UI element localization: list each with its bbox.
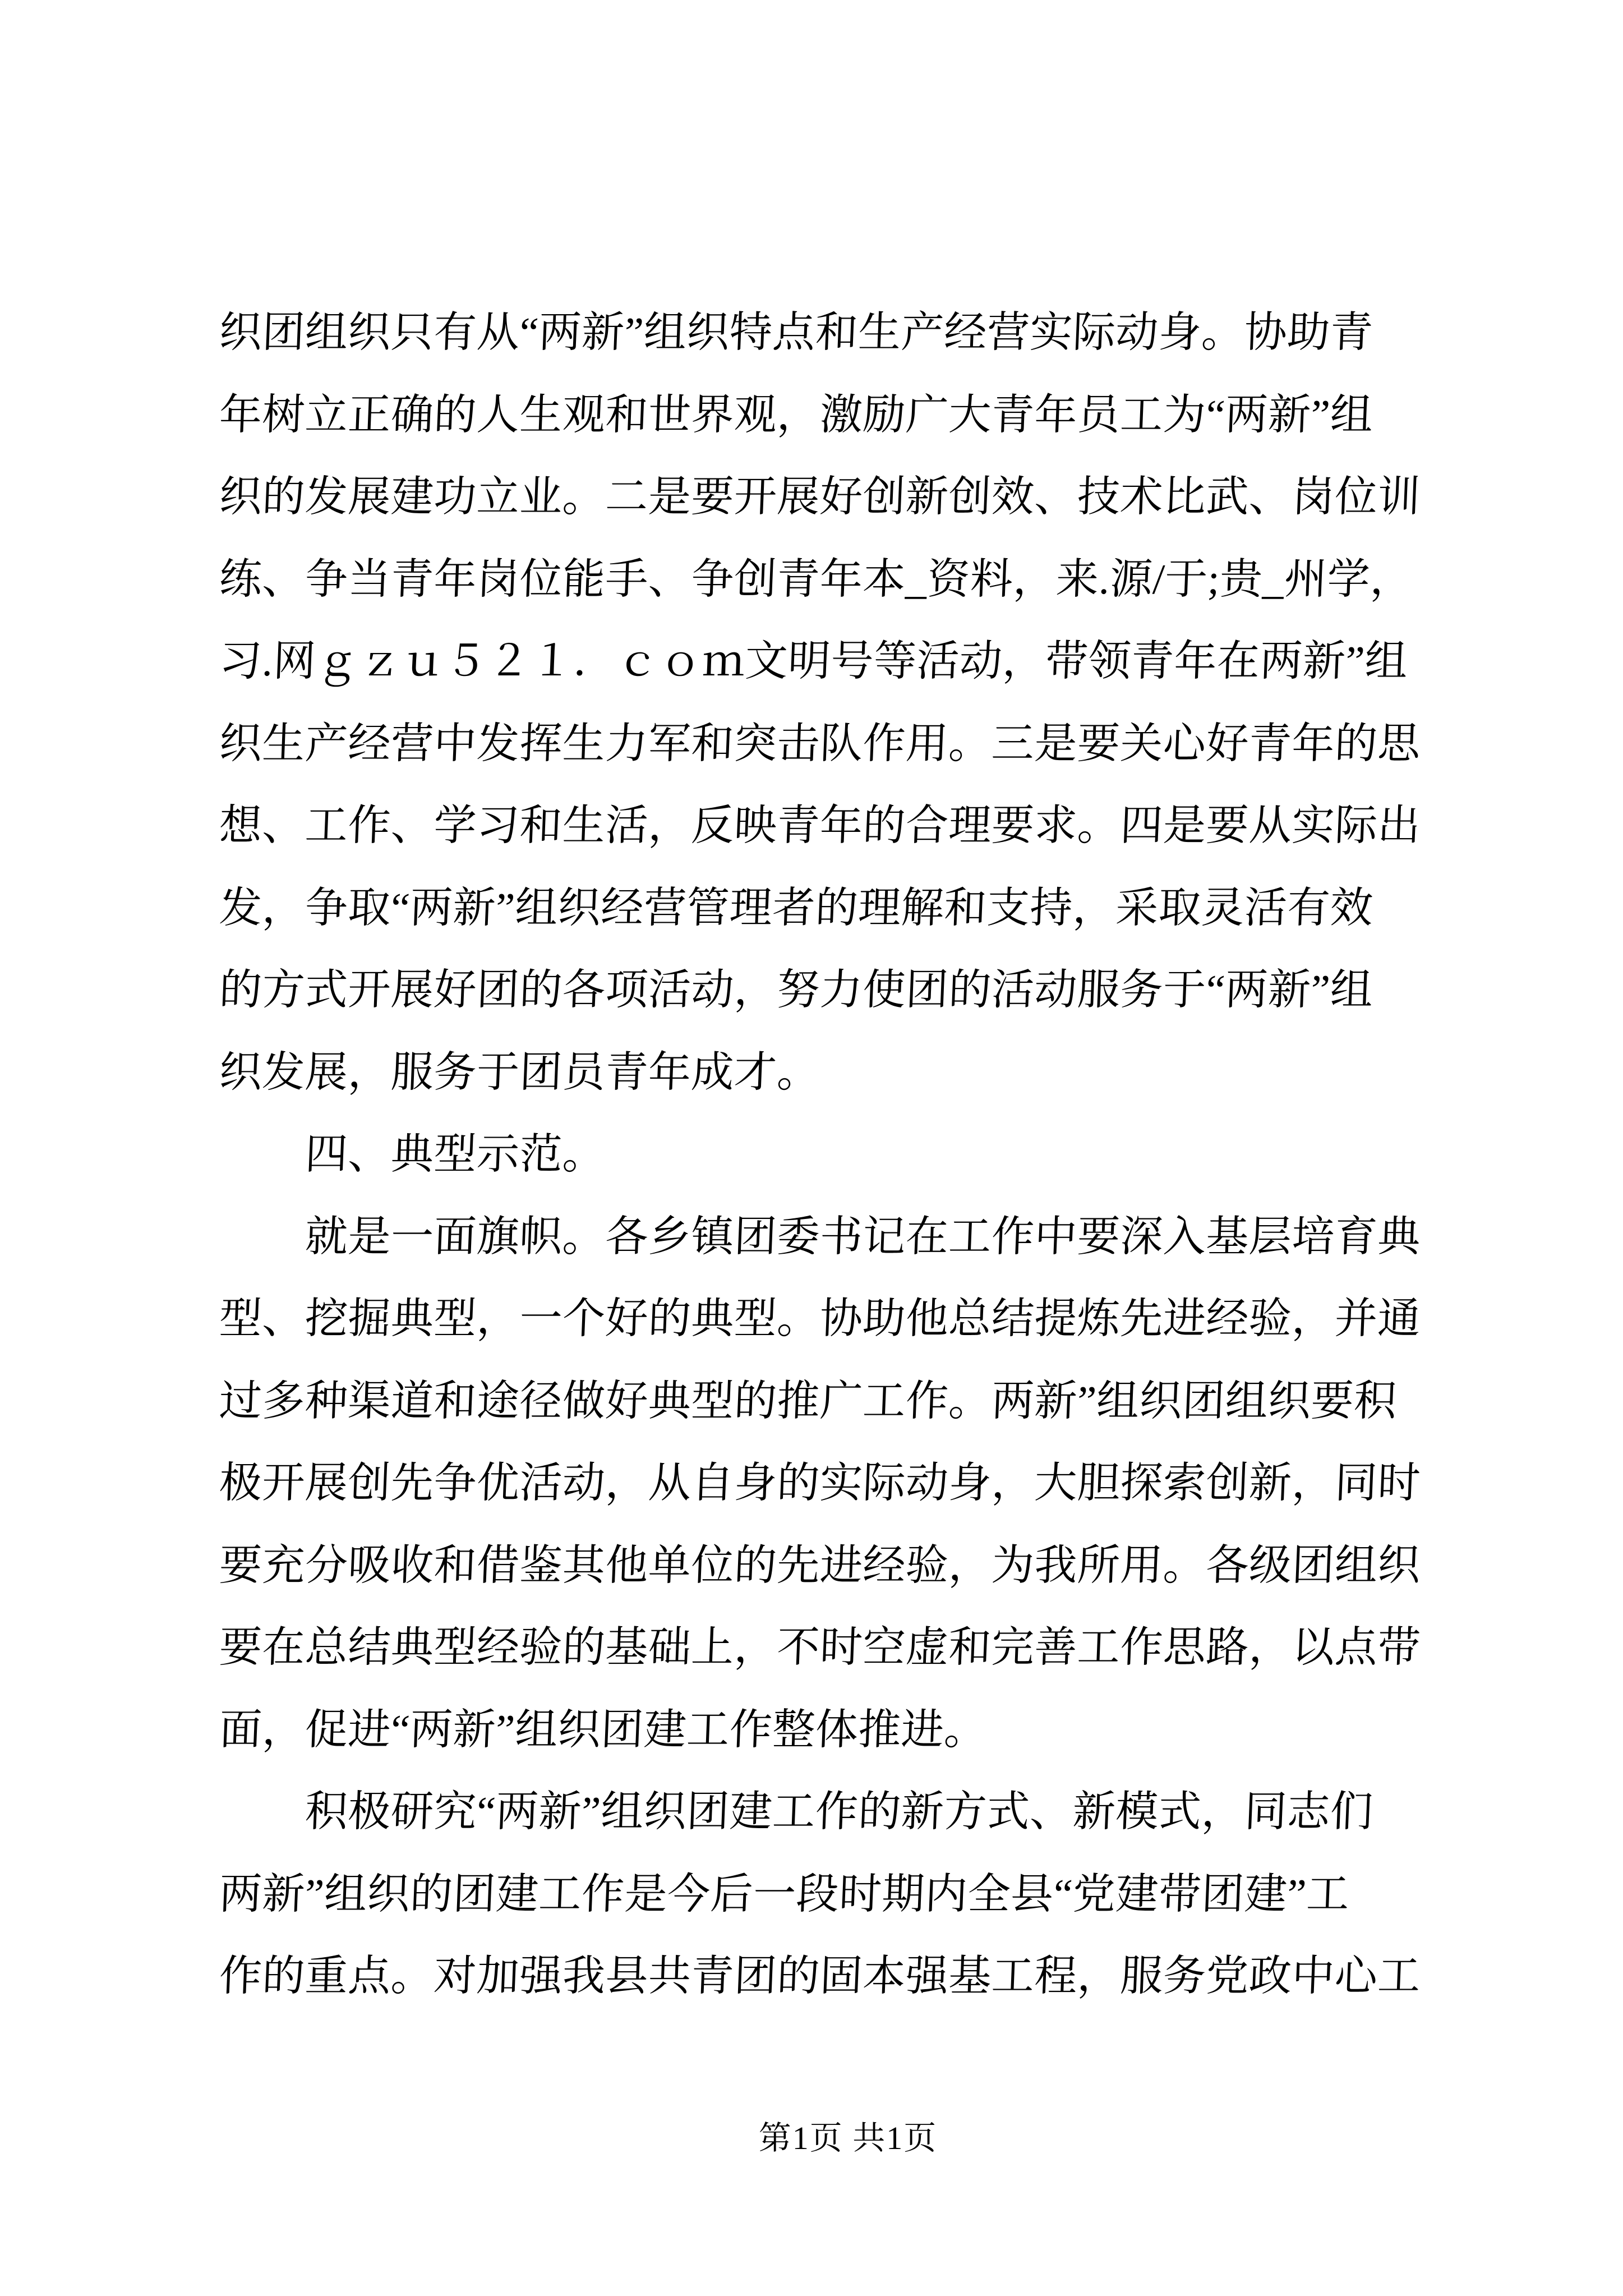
text-line-11: 四、典型示范。 (304, 1131, 607, 1178)
text-line-13: 型、挖掘典型，一个好的典型。协助他总结提炼先进经验，并通 (218, 1295, 1422, 1342)
text-line-8: 发，争取“两新”组织经营管理者的理解和支持，采取灵活有效 (218, 884, 1375, 932)
text-line-6: 织生产经营中发挥生力军和突击队作用。三是要关心好青年的思 (218, 720, 1422, 767)
text-line-10: 织发展，服务于团员青年成才。 (218, 1048, 821, 1096)
text-line-1: 织团组织只有从“两新”组织特点和生产经营实际动身。协助青 (218, 309, 1375, 356)
text-line-21: 作的重点。对加强我县共青团的固本强基工程，服务党政中心工 (218, 1953, 1422, 2000)
text-line-7: 想、工作、学习和生活，反映青年的合理要求。四是要从实际出 (218, 802, 1422, 849)
text-line-16: 要充分吸收和借鉴其他单位的先进经验，为我所用。各级团组织 (218, 1542, 1422, 1589)
text-line-17: 要在总结典型经验的基础上，不时空虚和完善工作思路，以点带 (218, 1624, 1422, 1671)
text-line-12: 就是一面旗帜。各乡镇团委书记在工作中要深入基层培育典 (304, 1213, 1422, 1260)
text-line-19: 积极研究“两新”组织团建工作的新方式、新模式，同志们 (304, 1788, 1375, 1835)
text-line-15: 极开展创先争优活动，从自身的实际动身，大胆探索创新，同时 (218, 1460, 1422, 1507)
text-line-20: 两新”组织的团建工作是今后一段时期内全县“党建带团建”工 (218, 1870, 1350, 1918)
text-line-18: 面，促进“两新”组织团建工作整体推进。 (218, 1706, 988, 1754)
text-line-9: 的方式开展好团的各项活动，努力使团的活动服务于“两新”组 (218, 967, 1375, 1014)
text-line-2: 年树立正确的人生观和世界观，激励广大青年员工为“两新”组 (218, 391, 1375, 439)
page-footer: 第1页 共1页 (758, 2120, 938, 2156)
document-body (218, 292, 1429, 2018)
text-line-5: 习.网ｇｚｕ５２１．ｃｏｍ文明号等活动，带领青年在两新”组 (218, 638, 1409, 685)
text-line-3: 织的发展建功立业。二是要开展好创新创效、技术比武、岗位训 (218, 473, 1422, 521)
text-line-4: 练、争当青年岗位能手、争创青年本_资料，来.源/于;贵_州学， (218, 555, 1414, 603)
text-line-14: 过多种渠道和途径做好典型的推广工作。两新”组织团组织要积 (218, 1377, 1398, 1425)
